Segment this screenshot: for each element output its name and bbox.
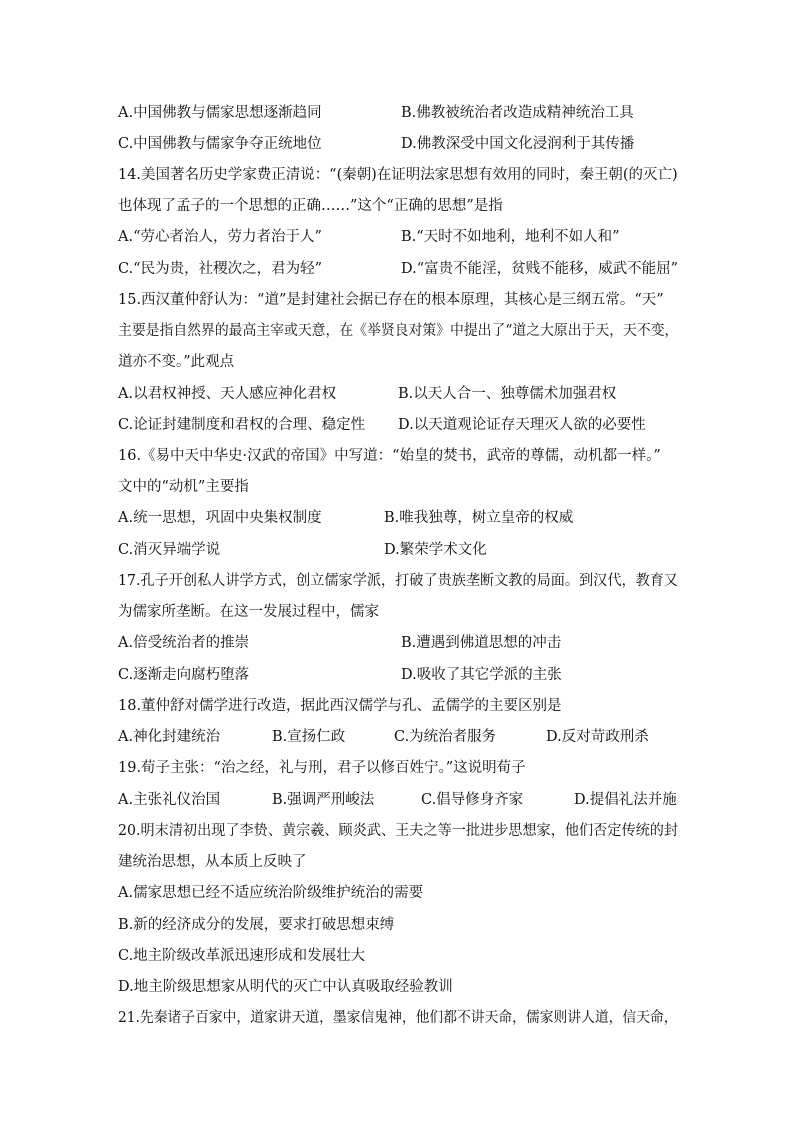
q16-option-d: D.繁荣学术文化	[384, 542, 487, 558]
q19-option-d: D.提倡礼法并施	[574, 792, 677, 808]
q20-stem-line-2: 建统治思想，从本质上反映了	[118, 854, 307, 870]
q13-option-d: D.佛教深受中国文化浸润利于其传播	[401, 136, 635, 152]
q17-stem-line-2: 为儒家所垄断。在这一发展过程中，儒家	[118, 604, 379, 620]
q19-option-a: A.主张礼仪治国	[118, 792, 221, 808]
q17-option-a: A.倍受统治者的推崇	[118, 635, 250, 651]
q13-option-c: C.中国佛教与儒家争夺正统地位	[118, 136, 322, 152]
q15-stem-line-3: 道亦不变。”此观点	[118, 354, 235, 370]
q19-stem-line-1: 19.荀子主张：“治之经，礼与刑，君子以修百姓宁。”这说明荀子	[118, 760, 526, 776]
q14-option-a: A.“劳心者治人，劳力者治于人”	[118, 229, 322, 245]
q15-option-c: C.论证封建制度和君权的合理、稳定性	[118, 417, 366, 433]
q20-option-d: D.地主阶级思想家从明代的灭亡中认真吸取经验教训	[118, 979, 453, 995]
q16-stem-line-2: 文中的“动机”主要指	[118, 479, 249, 495]
q20-option-a: A.儒家思想已经不适应统治阶级维护统治的需要	[118, 885, 424, 901]
q20-option-b: B.新的经济成分的发展，要求打破思想束缚	[118, 917, 395, 933]
q15-option-d: D.以天道观论证存天理灭人欲的必要性	[398, 417, 646, 433]
q15-option-b: B.以天人合一、独尊儒术加强君权	[398, 386, 617, 402]
q14-option-d: D.“富贵不能淫，贫贱不能移，威武不能屈”	[401, 261, 679, 277]
q14-stem-line-1: 14.美国著名历史学家费正清说：“(秦朝)在证明法家思想有效用的同时，秦王朝(的灭亡)	[118, 167, 678, 183]
q18-option-a: A.神化封建统治	[118, 729, 221, 745]
q19-option-b: B.强调严刑峻法	[272, 792, 375, 808]
q17-option-d: D.吸收了其它学派的主张	[401, 667, 562, 683]
q13-option-a: A.中国佛教与儒家思想逐渐趋同	[118, 105, 322, 121]
q16-option-c: C.消灭异端学说	[118, 542, 221, 558]
q18-option-b: B.宣扬仁政	[272, 729, 346, 745]
q16-option-b: B.唯我独尊，树立皇帝的权威	[384, 510, 574, 526]
q14-option-c: C.“民为贵，社稷次之，君为轻”	[118, 261, 323, 277]
q18-stem-line-1: 18.董仲舒对儒学进行改造，据此西汉儒学与孔、孟儒学的主要区别是	[118, 698, 562, 714]
q17-option-b: B.遭遇到佛道思想的冲击	[401, 635, 562, 651]
q13-option-b: B.佛教被统治者改造成精神统治工具	[401, 105, 634, 121]
q18-option-c: C.为统治者服务	[394, 729, 497, 745]
q16-option-a: A.统一思想，巩固中央集权制度	[118, 510, 322, 526]
q21-stem-line-1: 21.先秦诸子百家中，道家讲天道，墨家信鬼神，他们都不讲天命，儒家则讲人道，信天命，	[118, 1010, 678, 1026]
q16-stem-line-1: 16.《易中天中华史·汉武的帝国》中写道：“始皇的焚书，武帝的尊儒，动机都一样。”	[118, 448, 661, 464]
q15-stem-line-1: 15.西汉董仲舒认为：“道”是封建社会据已存在的根本原理，其核心是三纲五常。“天”	[118, 292, 664, 308]
q19-option-c: C.倡导修身齐家	[421, 792, 524, 808]
q15-option-a: A.以君权神授、天人感应神化君权	[118, 386, 337, 402]
q20-stem-line-1: 20.明末清初出现了李贽、黄宗羲、顾炎武、王夫之等一批进步思想家，他们否定传统的封	[118, 823, 679, 839]
q14-option-b: B.“天时不如地利，地利不如人和”	[401, 229, 620, 245]
q17-stem-line-1: 17.孔子开创私人讲学方式，创立儒家学派，打破了贵族垄断文教的局面。到汉代，教育又	[118, 573, 679, 589]
q18-option-d: D.反对苛政刑杀	[546, 729, 649, 745]
q20-option-c: C.地主阶级改革派迅速形成和发展壮大	[118, 948, 366, 964]
q15-stem-line-2: 主要是指自然界的最高主宰或天意，在《举贤良对策》中提出了“道之大原出于天，天不变，	[118, 323, 679, 339]
q17-option-c: C.逐渐走向腐朽堕落	[118, 667, 250, 683]
q14-stem-line-2: 也体现了孟子的一个思想的正确……”这个“正确的思想”是指	[118, 198, 503, 214]
